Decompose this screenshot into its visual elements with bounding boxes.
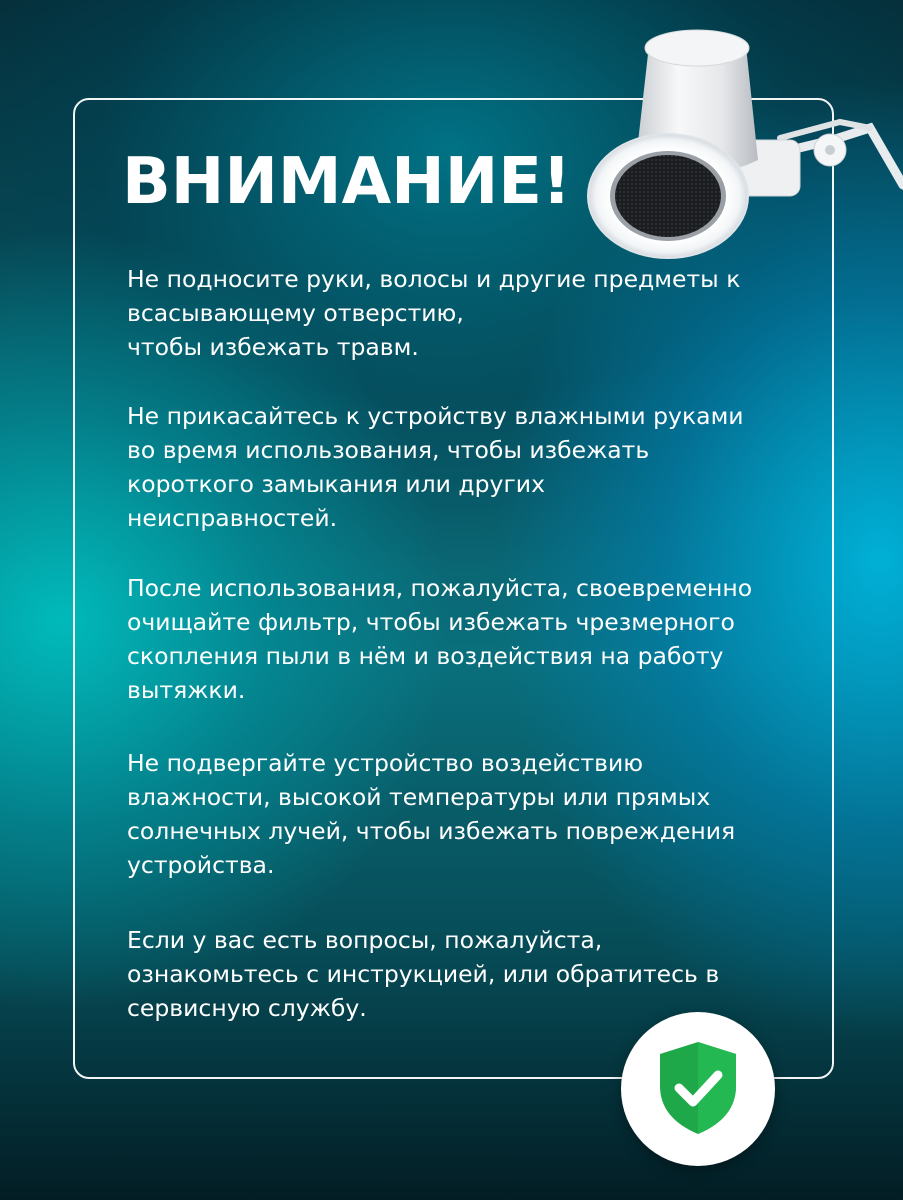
warning-paragraph-filter: После использования, пожалуйста, своевременно очищайте фильтр, чтобы избежать чрезмерного скопления пыли в нём и воздействия на работу вытяжки.: [127, 574, 753, 704]
warning-paragraph-environment: Не подвергайте устройство воздействию влажности, высокой температуры или прямых солнечных лучей, чтобы избежать повреждения устройства.: [127, 749, 736, 879]
shield-check-icon: [657, 1040, 739, 1136]
warning-title: ВНИМАНИЕ!: [122, 145, 572, 219]
warning-paragraph-wet-hands: Не прикасайтесь к устройству влажными руками во время использования, чтобы избежать короткого замыкания или других неисправностей.: [127, 402, 744, 532]
shield-badge: [621, 1012, 775, 1166]
warning-paragraph-hands: Не подносите руки, волосы и другие предметы к всасывающему отверстию, чтобы избежать травм.: [127, 265, 741, 361]
extractor-lamp-icon: [570, 10, 903, 280]
warning-paragraph-support: Если у вас есть вопросы, пожалуйста, ознакомьтесь с инструкцией, или обратитесь в сервисную службу.: [127, 926, 720, 1022]
